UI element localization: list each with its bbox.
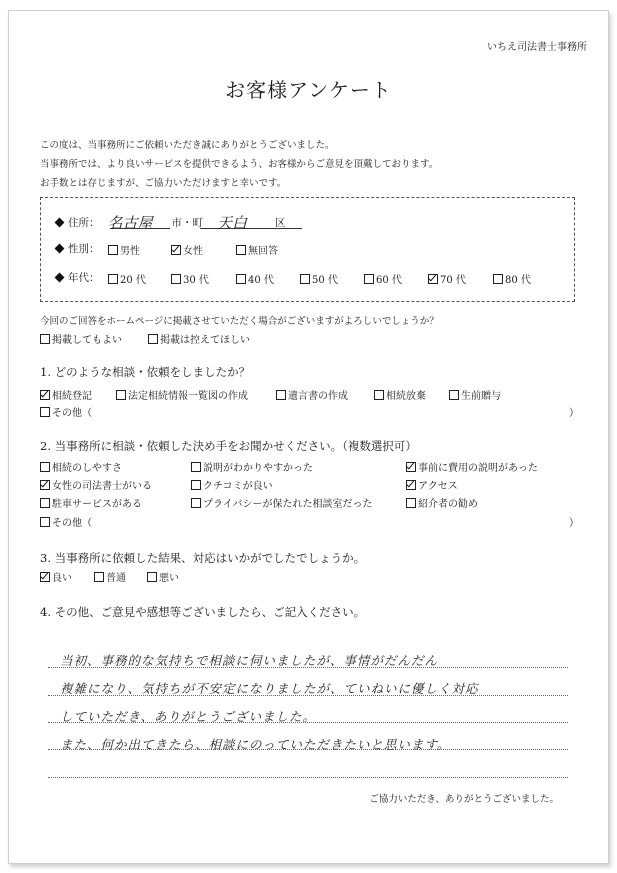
q2-option-1[interactable]: 相続のしやすさ xyxy=(40,459,122,474)
address-ward-handwritten: 天白 xyxy=(217,214,248,232)
q2-option-7[interactable]: 駐車サービスがある xyxy=(40,495,142,510)
q2-other-close: ） xyxy=(569,518,579,529)
comment-rule-2 xyxy=(48,695,568,696)
q4-title: 4. その他、ご意見や感想等ございましたら、ご記入ください。 xyxy=(40,605,366,619)
comment-rule-4 xyxy=(48,749,568,750)
gender-option-female[interactable]: 女性 xyxy=(171,242,203,257)
comment-line-4: また、何か出てきたら、相談にのっていただきたいと思います。 xyxy=(60,737,451,752)
publish-question: 今回のご回答をホームページに掲載させていただく場合がございますがよろしいでしょうか？ xyxy=(40,316,439,327)
address-city-underline xyxy=(110,228,170,229)
comment-rule-3 xyxy=(48,722,568,723)
address-row xyxy=(56,212,286,233)
q2-option-other[interactable]: その他（ xyxy=(40,514,92,529)
age-option-60[interactable]: 60 代 xyxy=(364,271,402,286)
q2-title: 2. 当事務所に相談・依頼した決め手をお聞かせください。（複数選択可） xyxy=(40,439,417,453)
intro-line-2: 当事務所では、より良いサービスを提供できるよう、お客様からご意見を頂戴しております。 xyxy=(40,159,439,170)
address-ward-suffix: 区 xyxy=(275,217,286,229)
q1-option-info-map[interactable]: 法定相続情報一覧図の作成 xyxy=(116,387,248,402)
age-option-20[interactable]: 20 代 xyxy=(108,271,146,286)
q2-option-2[interactable]: 説明がわかりやすかった xyxy=(191,459,313,474)
age-option-80[interactable]: 80 代 xyxy=(493,271,531,286)
footer-thanks: ご協力いただき、ありがとうございました。 xyxy=(369,794,559,805)
intro-line-3: お手数とは存じますが、ご協力いただけますと幸いです。 xyxy=(40,178,287,189)
comment-line-2: 複雑になり、気持ちが不安定になりましたが、ていねいに優しく対応 xyxy=(60,681,479,696)
q2-option-8[interactable]: プライバシーが保たれた相談室だった xyxy=(191,495,373,510)
q1-option-registration[interactable]: 相続登記 xyxy=(40,387,92,402)
checkbox[interactable] xyxy=(108,245,118,255)
q2-option-9[interactable]: 紹介者の勧め xyxy=(406,495,478,510)
q2-option-6[interactable]: アクセス xyxy=(406,477,458,492)
q1-option-will[interactable]: 遺言書の作成 xyxy=(276,387,348,402)
q3-option-good[interactable]: 良い xyxy=(40,569,72,584)
intro-line-1: この度は、当事務所にご依頼いただき誠にありがとうございました。 xyxy=(40,140,335,151)
checkbox[interactable] xyxy=(236,245,246,255)
age-option-30[interactable]: 30 代 xyxy=(171,271,209,286)
gender-row xyxy=(56,241,100,256)
diamond-icon xyxy=(55,218,65,228)
address-ward-underline xyxy=(200,228,302,229)
comment-line-1: 当初、事務的な気持ちで相談に伺いましたが、事情がだんだん xyxy=(60,653,438,668)
q3-option-normal[interactable]: 普通 xyxy=(94,569,126,584)
address-city-suffix: 市・町 xyxy=(171,217,203,229)
age-option-40[interactable]: 40 代 xyxy=(236,271,274,286)
diamond-icon xyxy=(55,244,65,254)
gender-option-none[interactable]: 無回答 xyxy=(236,242,278,257)
q1-title: 1. どのような相談・依頼をしましたか？ xyxy=(40,365,251,379)
diamond-icon xyxy=(55,273,65,283)
q3-title: 3. 当事務所に依頼した結果、対応はいかがでしたでしょうか。 xyxy=(40,551,366,565)
age-option-70[interactable]: 70 代 xyxy=(428,271,466,286)
comment-line-3: していただき、ありがとうございました。 xyxy=(60,709,317,724)
publish-option-deny[interactable]: 掲載は控えてほしい xyxy=(148,331,250,346)
q2-option-5[interactable]: クチコミが良い xyxy=(191,477,273,492)
age-option-50[interactable]: 50 代 xyxy=(300,271,338,286)
checkbox-checked[interactable] xyxy=(171,245,181,255)
age-label: 年代： xyxy=(68,272,100,284)
q3-option-bad[interactable]: 悪い xyxy=(147,569,179,584)
q1-option-renounce[interactable]: 相続放棄 xyxy=(374,387,426,402)
comment-rule-1 xyxy=(48,667,568,668)
address-label: 住所： xyxy=(68,217,100,229)
q1-option-other[interactable]: その他（ xyxy=(40,404,92,419)
address-city-handwritten: 名古屋 xyxy=(107,214,153,232)
gender-label: 性別： xyxy=(68,243,100,255)
q1-option-gift[interactable]: 生前贈与 xyxy=(449,387,501,402)
comment-rule-5 xyxy=(48,777,568,778)
publish-option-allow[interactable]: 掲載してもよい xyxy=(40,331,122,346)
q1-other-close: ） xyxy=(569,408,579,419)
firm-name: いちえ司法書士事務所 xyxy=(487,42,587,53)
q2-option-4[interactable]: 女性の司法書士がいる xyxy=(40,477,152,492)
page-title: お客様アンケート xyxy=(225,78,392,102)
q2-option-3[interactable]: 事前に費用の説明があった xyxy=(406,459,538,474)
age-row xyxy=(56,270,100,285)
gender-option-male[interactable]: 男性 xyxy=(108,242,140,257)
